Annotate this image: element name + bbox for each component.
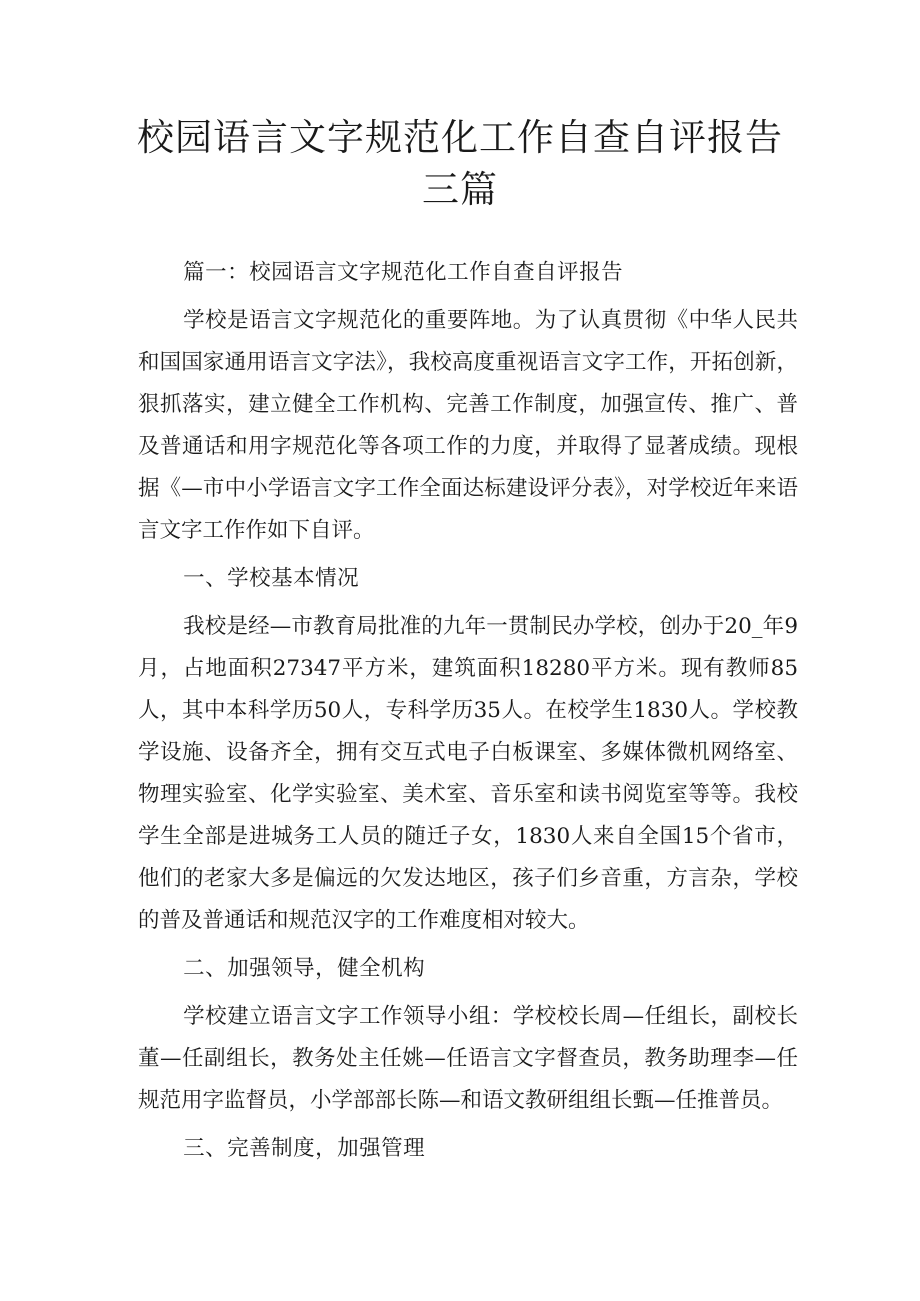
section-heading-basic-info: 一、学校基本情况	[183, 566, 360, 591]
section-heading-leadership: 二、加强领导，健全机构	[183, 956, 426, 981]
intro-paragraph: 学校是语言文字规范化的重要阵地。为了认真贯彻《中华人民共和国国家通用语言文字法》，我校高度重视语言文字工作，开拓创新，狠抓落实，建立健全工作机构、完善工作制度，加强宣传、推广、普及普通话和用字规范化等各项工作的力度，并取得了显著成绩。现根据《—市中小学语言文字工作全面达标建设评分表》，对学校近年来语言文字工作作如下自评。	[138, 308, 798, 543]
document-body	[138, 252, 798, 1176]
document-title: 校园语言文字规范化工作自查自评报告三篇	[137, 116, 783, 211]
section-heading-part-one: 篇一：校园语言文字规范化工作自查自评报告	[183, 260, 624, 285]
basic-info-paragraph: 我校是经—市教育局批准的九年一贯制民办学校，创办于20_年9月，占地面积27347平方米，建筑面积18280平方米。现有教师85人，其中本科学历50人，专科学历35人。在校学生1830人。学校教学设施、设备齐全，拥有交互式电子白板课室、多媒体微机网络室、物理实验室、化学实验室、美术室、音乐室和读书阅览室等等。我校学生全部是进城务工人员的随迁子女，1830人来自全国15个省市，他们的老家大多是偏远的欠发达地区，孩子们乡音重，方言杂，学校的普及普通话和规范汉字的工作难度相对较大。	[138, 614, 798, 933]
section-heading-management: 三、完善制度，加强管理	[183, 1136, 426, 1161]
leadership-paragraph: 学校建立语言文字工作领导小组：学校校长周—任组长，副校长董—任副组长，教务处主任姚—任语言文字督查员，教务助理李—任规范用字监督员，小学部部长陈—和语文教研组组长甄—任推普员。	[138, 1004, 798, 1113]
